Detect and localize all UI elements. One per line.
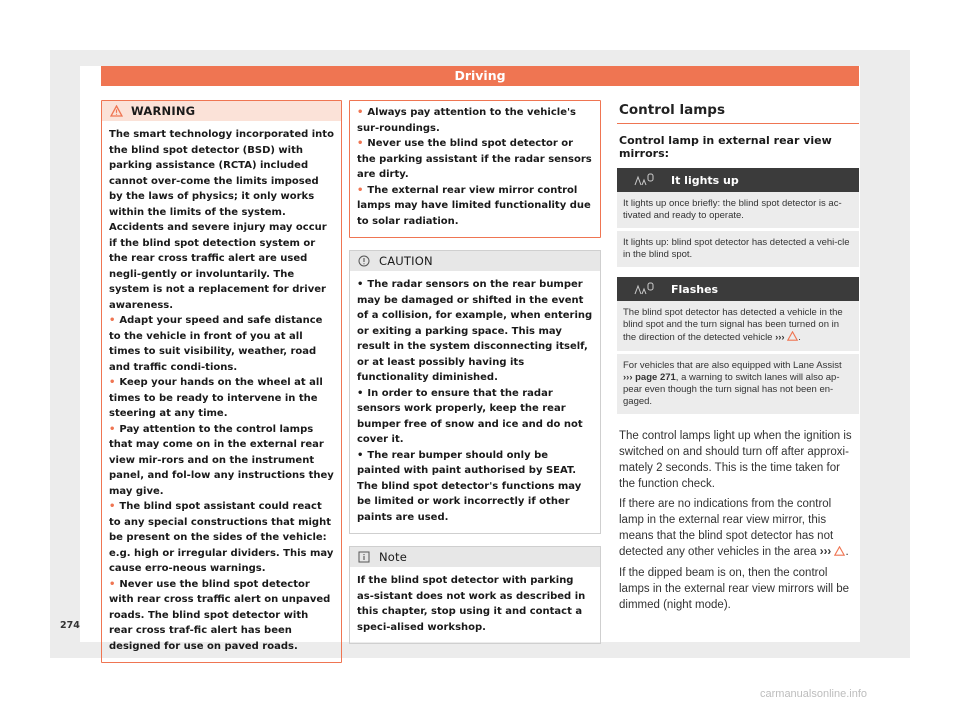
lights-up-table-header — [617, 168, 859, 192]
reference-link[interactable]: ››› — [775, 332, 785, 343]
warning-continued-body — [350, 101, 600, 237]
warning-bullet: • Adapt your speed and safe distance to the vehicle in front of you at all times to suit visibility, weather, road and traffic condi-tions. — [109, 315, 323, 373]
paragraph: The control lamps light up when the ignition is switched on and should turn off after approxi-mately 2 seconds. This is the time taken for the function check. — [619, 430, 852, 490]
warning-bullet: • The external rear view mirror control lamps may have limited functionality due to solar radiation. — [357, 184, 591, 227]
info-circle-icon — [357, 254, 371, 268]
warning-bullet: • Keep your hands on the wheel at all times to be ready to intervene in the steering at any time. — [109, 377, 323, 419]
caution-bullet: • The radar sensors on the rear bumper may be damaged or shifted in the event of a collision, for example, when entering or exiting a parking space. This may result in the system disconnecting itself, or at least possibly having its functionality diminished. — [357, 279, 593, 383]
table-row: It lights up: blind spot detector has detected a vehi-cle in the blind spot. — [617, 231, 859, 267]
note-text: If the blind spot detector with parking as-sistant does not work as described in this chapter, stop using it and contact a speci-alised workshop. — [357, 575, 586, 633]
paragraph: If there are no indications from the control lamp in the external rear view mirror, this means that the blind spot detector has not detected any other vehicles in the area ››› . — [619, 496, 859, 561]
lights-up-table — [617, 168, 859, 267]
table-row: It lights up once briefly: the blind spot detector is ac-tivated and ready to operate. — [617, 192, 859, 228]
blind-spot-lamp-icon — [617, 282, 671, 296]
warning-body — [102, 121, 341, 662]
warning-intro: The smart technology incorporated into the blind spot detector (BSD) with parking assistance (RCTA) included cannot over-come the limits imposed by the laws of physics; it only works within the limits of the system. Accidents and severe injury may occur if the blind spot detection system or the rear cross traffic alert are used negli-gently or involuntarily. The system is not a replacement for driver awareness. — [109, 129, 334, 311]
caution-body — [350, 271, 600, 533]
flashes-table-header — [617, 277, 859, 301]
warning-box-title — [102, 101, 341, 121]
lights-up-header-text: It lights up — [671, 173, 739, 187]
chapter-header — [101, 66, 859, 86]
body-text — [619, 428, 859, 613]
reference-link[interactable]: ››› — [819, 546, 832, 558]
warning-label: WARNING — [131, 104, 196, 118]
blind-spot-lamp-icon — [617, 173, 671, 187]
warning-triangle-icon — [834, 545, 845, 561]
page-reference-link[interactable]: ››› page 271 — [623, 372, 676, 383]
warning-box — [101, 100, 342, 663]
table-row: The blind spot detector has detected a vehicle in the blind spot and the turn signal has been turned on in the direction of the detected vehicle ››› . — [617, 301, 859, 351]
page-number: 274 — [60, 620, 80, 631]
warning-bullet: • The blind spot assistant could react to any special constructions that might be present on the sides of the vehicle: e.g. high or irregular dividers. This may cause erro-neous warnings. — [109, 501, 334, 574]
note-label: Note — [379, 550, 408, 564]
caution-label: CAUTION — [379, 254, 433, 268]
caution-bullet: • In order to ensure that the radar sensors work properly, keep the rear bumper free of snow and ice and do not cover it. — [357, 387, 583, 445]
flashes-table — [617, 277, 859, 414]
note-box-title — [350, 547, 600, 567]
warning-bullet: • Never use the blind spot detector with rear cross traffic alert on unpaved roads. The blind spot detector with rear cross traf-fic alert has been designed for use on paved roads. — [109, 578, 331, 652]
info-square-icon — [357, 550, 371, 564]
warning-continued-box — [349, 100, 601, 238]
warning-triangle-icon — [109, 104, 123, 118]
table-row: For vehicles that are also equipped with Lane Assist ››› page 271, a warning to switch lanes will also ap-pear even though the turn signal has not been en-gaged. — [617, 354, 859, 414]
section-title: Control lamps — [617, 100, 859, 124]
warning-bullet: • Never use the blind spot detector or the parking assistant if the radar sensors are dirty. — [357, 138, 592, 180]
warning-bullet: • Always pay attention to the vehicle's sur-roundings. — [357, 107, 576, 134]
flashes-header-text: Flashes — [671, 282, 719, 296]
caution-box-title — [350, 251, 600, 271]
column-middle — [349, 100, 601, 644]
column-right — [617, 100, 859, 617]
note-box — [349, 546, 601, 644]
paragraph: If the dipped beam is on, then the control lamps in the external rear view mirrors will be dimmed (night mode). — [619, 567, 850, 611]
section-subtitle: Control lamp in external rear view mirrors: — [619, 134, 832, 160]
warning-triangle-icon — [787, 331, 798, 345]
caution-bullet: • The rear bumper should only be painted with paint authorised by SEAT. The blind spot detector's functions may be limited or work incorrectly if other paints are used. — [357, 449, 582, 523]
column-left — [101, 100, 342, 663]
note-body — [350, 567, 600, 643]
chapter-title: Driving — [454, 68, 506, 83]
watermark: carmanualsonline.info — [760, 688, 868, 700]
caution-box — [349, 250, 601, 534]
warning-bullet: • Pay attention to the control lamps that may come on in the external rear view mir-rors and on the instrument panel, and fol-low any instructions they may give. — [109, 423, 334, 497]
